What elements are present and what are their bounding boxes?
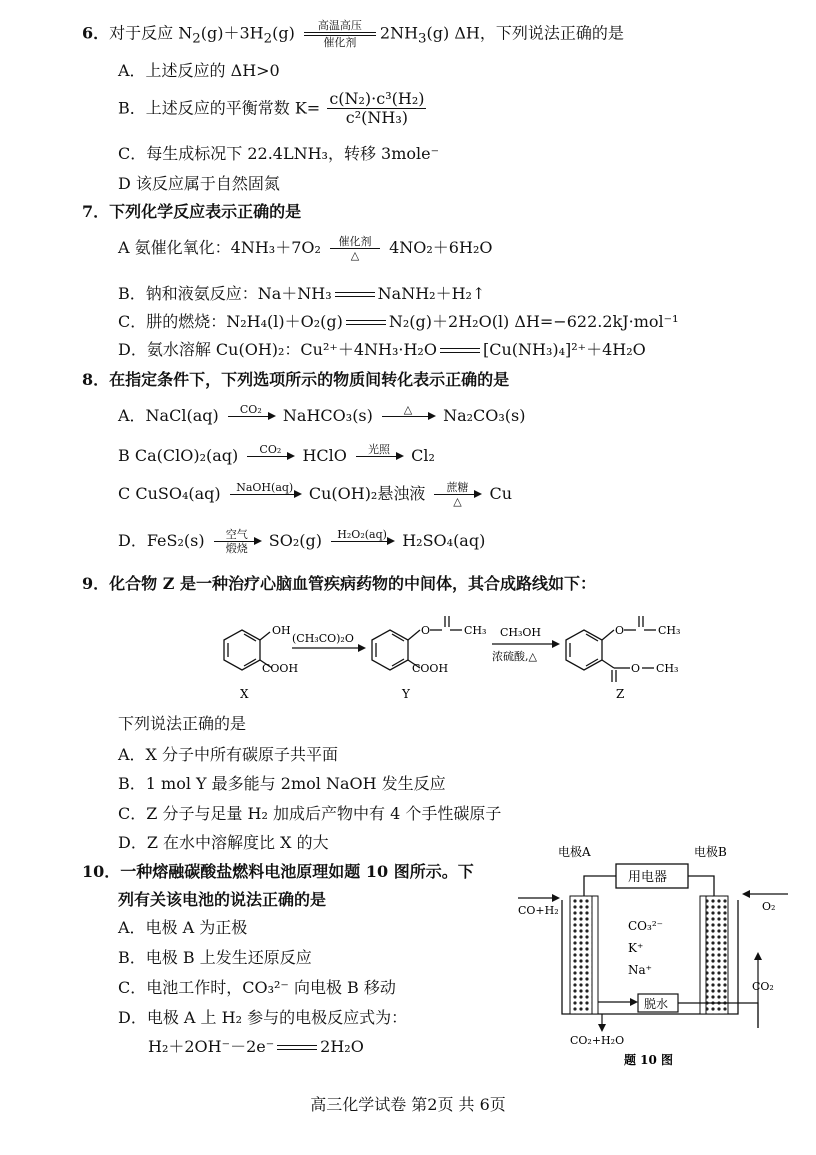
wire-left — [584, 876, 616, 896]
q7-a-pre: A 氨催化氧化：4NH₃＋7O₂ — [118, 238, 321, 257]
q7-c-equals — [346, 320, 386, 325]
q8-c-1: C CuSO₄(aq) — [118, 484, 221, 503]
dehydrate-label: 脱水 — [644, 997, 669, 1011]
q7-stem-text: 下列化学反应表示正确的是 — [109, 202, 302, 221]
q7-b-post: NaNH₂＋H₂↑ — [377, 284, 486, 303]
q8-c-arrow-2-bot: △ — [453, 495, 462, 508]
z-o2-label: O — [631, 662, 641, 675]
q9-option-b: B．1 mol Y 最多能与 2mol NaOH 发生反应 — [118, 774, 446, 793]
q8-option-a — [118, 403, 526, 430]
exhaust-arrow — [630, 998, 638, 1006]
q10-stem-2: 列有关该电池的说法正确的是 — [118, 890, 327, 909]
x-oh-label: OH — [272, 624, 291, 637]
y-o-label: O — [421, 624, 431, 637]
q8-b-arrow-1 — [247, 443, 293, 470]
reagent-2b: 浓硫酸,△ — [492, 650, 537, 663]
q8-d-arrow-1-top: 空气 — [225, 528, 248, 541]
q6-option-d: D 该反应属于自然固氮 — [118, 174, 280, 193]
q6-option-b — [118, 90, 428, 127]
q10-d-equals — [277, 1045, 317, 1050]
co2-up-arrow — [754, 952, 762, 960]
q7-option-c — [118, 311, 679, 333]
q10-option-b: B．电极 B 上发生还原反应 — [118, 948, 312, 967]
y-ch3-label: CH₃ — [464, 624, 487, 637]
q6-fraction-den: c²(NH₃) — [345, 108, 409, 127]
q8-b-arrow-2 — [356, 443, 402, 470]
q10-option-a: A．电极 A 为正极 — [118, 918, 248, 937]
q6-stem-c: (g) — [272, 23, 295, 43]
outlet-label: CO₂+H₂O — [570, 1034, 625, 1047]
q8-a-arrow-1-label: CO₂ — [239, 403, 262, 416]
q10-option-c: C．电池工作时，CO₃²⁻ 向电极 B 移动 — [118, 978, 396, 997]
q9-stem-text: 化合物 Z 是一种治疗心脑血管疾病药物的中间体，其合成路线如下： — [109, 574, 596, 593]
q10-number: 10． — [82, 862, 121, 881]
q8-option-c — [118, 481, 512, 508]
q7-d-equals — [440, 348, 480, 353]
q10-stem-1-text: 一种熔融碳酸盐燃料电池原理如题 10 图所示。下 — [120, 862, 474, 881]
ion-k: K⁺ — [628, 941, 644, 955]
q10-d-eq-pre: H₂＋2OH⁻－2e⁻ — [148, 1037, 275, 1056]
q7-stem — [82, 201, 301, 223]
q8-b-3: Cl₂ — [411, 446, 435, 465]
q10-d-eq-post: 2H₂O — [320, 1037, 364, 1056]
z-o-label: O — [615, 624, 625, 637]
ion-na: Na⁺ — [628, 963, 652, 977]
wire-right — [688, 876, 714, 896]
z-label: Z — [616, 687, 625, 701]
q9-number: 9． — [82, 574, 110, 593]
q8-d-arrow-1-bot: 煅烧 — [225, 542, 248, 555]
q7-option-a — [118, 235, 492, 262]
q7-b-pre: B．钠和液氨反应：Na＋NH₃ — [118, 284, 332, 303]
q6-fraction-num: c(N₂)·c³(H₂) — [329, 89, 425, 108]
q10-option-d: D．电极 A 上 H₂ 参与的电极反应式为： — [118, 1008, 408, 1027]
q8-a-3: Na₂CO₃(s) — [443, 406, 526, 425]
q8-b-arrow-2-label: 光照 — [367, 443, 390, 456]
q9-sub-stem: 下列说法正确的是 — [118, 714, 247, 733]
q8-b-2: HClO — [302, 446, 347, 465]
q7-a-arrow-top: 催化剂 — [338, 235, 372, 248]
q8-number: 8． — [82, 370, 110, 389]
q8-stem-text: 在指定条件下，下列选项所示的物质间转化表示正确的是 — [109, 370, 510, 389]
y-cooh-label: COOH — [412, 662, 449, 675]
device-label: 用电器 — [628, 870, 668, 885]
electrode-a-inner — [592, 896, 598, 1014]
q6-stem-a: 对于反应 N — [109, 23, 193, 43]
ion-carbonate: CO₃²⁻ — [628, 919, 663, 933]
inlet-left-label: CO+H₂ — [518, 904, 559, 917]
q7-option-b — [118, 283, 485, 305]
q8-a-arrow-1 — [228, 403, 274, 430]
q6-arrow-top: 高温高压 — [317, 19, 362, 32]
q8-a-1: A．NaCl(aq) — [118, 406, 219, 425]
q8-d-1: D．FeS₂(s) — [118, 531, 205, 550]
q6-number: 6． — [82, 23, 110, 43]
compound-z — [566, 616, 656, 682]
reagent-2: CH₃OH — [500, 626, 542, 639]
q6-option-c: C．每生成标况下 22.4LNH₃，转移 3mole⁻ — [118, 144, 440, 163]
q6-equilibrium-fraction — [327, 90, 426, 127]
q6-option-b-text: B．上述反应的平衡常数 K= — [118, 98, 321, 118]
q7-a-arrow-bot: △ — [350, 249, 360, 262]
inlet-right-arrow — [742, 890, 750, 898]
q8-d-2: SO₂(g) — [268, 531, 323, 550]
q6-option-a: A．上述反应的 ΔH>0 — [118, 61, 280, 80]
q7-c-pre: C．肼的燃烧：N₂H₄(l)＋O₂(g) — [118, 312, 343, 331]
inlet-right-label: O₂ — [762, 900, 776, 913]
q8-c-arrow-2-top: 蔗糖 — [446, 481, 469, 494]
q6-stem: 6．对于反应 $N_2(g)+3H_2(g)$ 高温高压 催化剂 $2NH_3(g)$ ΔH，下列说法正确的是 — [82, 19, 624, 49]
q8-a-arrow-2-label: △ — [403, 403, 413, 416]
q8-a-arrow-2 — [382, 403, 434, 430]
electrode-b — [706, 896, 728, 1014]
q7-a-post: 4NO₂＋6H₂O — [389, 238, 493, 257]
page-footer: 高三化学试卷 第2页 共 6页 — [310, 1095, 506, 1114]
q6-arrow-bot: 催化剂 — [323, 36, 357, 49]
q10-option-d-equation — [148, 1036, 364, 1058]
q8-c-2: Cu(OH)₂悬浊液 — [308, 484, 426, 503]
q10-stem-1 — [82, 861, 474, 883]
inlet-left-arrow — [552, 894, 560, 902]
electrode-a-label: 电极A — [558, 845, 591, 859]
q8-c-arrow-2 — [434, 481, 480, 508]
q8-d-arrow-2-label: H₂O₂(aq) — [337, 528, 387, 541]
q8-b-1: B Ca(ClO)₂(aq) — [118, 446, 239, 465]
q7-a-arrow — [330, 235, 380, 262]
q6-stem-d: 2NH — [379, 23, 419, 43]
reagent-1: (CH₃CO)₂O — [292, 632, 354, 645]
q8-d-arrow-2 — [331, 528, 393, 555]
z-ch3b-label: CH₃ — [656, 662, 679, 675]
q6-equilibrium-arrow — [304, 19, 376, 49]
q7-option-d — [118, 339, 646, 361]
electrode-b-inner — [700, 896, 706, 1014]
q9-option-d: D．Z 在水中溶解度比 X 的大 — [118, 833, 329, 852]
z-ch3-label: CH₃ — [658, 624, 681, 637]
x-cooh-label: COOH — [262, 662, 299, 675]
outlet-arrow — [598, 1024, 606, 1032]
q9-option-c: C．Z 分子与足量 H₂ 加成后产物中有 4 个手性碳原子 — [118, 804, 502, 823]
q8-b-arrow-1-label: CO₂ — [259, 443, 282, 456]
q8-option-b — [118, 443, 435, 470]
q7-d-post: [Cu(NH₃)₄]²⁺＋4H₂O — [482, 340, 646, 359]
q8-d-3: H₂SO₄(aq) — [402, 531, 486, 550]
q8-c-3: Cu — [489, 484, 513, 503]
figure-caption: 题 10 图 — [624, 1053, 674, 1067]
q9-synthesis-scheme — [200, 612, 700, 712]
q7-number: 7． — [82, 202, 110, 221]
arrow-y-to-z-head — [552, 640, 560, 648]
q6-stem-b: (g)＋3H — [200, 23, 264, 43]
x-label: X — [240, 687, 249, 701]
q7-c-post: N₂(g)＋2H₂O(l) ΔH=−622.2kJ·mol⁻¹ — [388, 312, 679, 331]
y-label: Y — [402, 687, 410, 701]
q8-a-2: NaHCO₃(s) — [282, 406, 373, 425]
q7-b-equals — [335, 292, 375, 297]
q9-option-a: A．X 分子中所有碳原子共平面 — [118, 745, 339, 764]
arrow-x-to-y-head — [358, 644, 366, 652]
co2-label: CO₂ — [752, 980, 774, 993]
fuel-cell-diagram — [518, 838, 788, 1068]
q6-stem-e: (g) ΔH，下列说法正确的是 — [426, 23, 624, 43]
q8-option-d — [118, 528, 485, 555]
q8-c-arrow-1-label: NaOH(aq) — [236, 481, 294, 494]
electrode-a — [570, 896, 592, 1014]
q8-d-arrow-1 — [214, 528, 260, 555]
q7-d-pre: D．氨水溶解 Cu(OH)₂：Cu²⁺＋4NH₃·H₂O — [118, 340, 437, 359]
q8-c-arrow-1 — [230, 481, 300, 508]
q8-stem — [82, 369, 509, 391]
electrode-b-label: 电极B — [694, 845, 727, 859]
q9-stem — [82, 573, 596, 595]
